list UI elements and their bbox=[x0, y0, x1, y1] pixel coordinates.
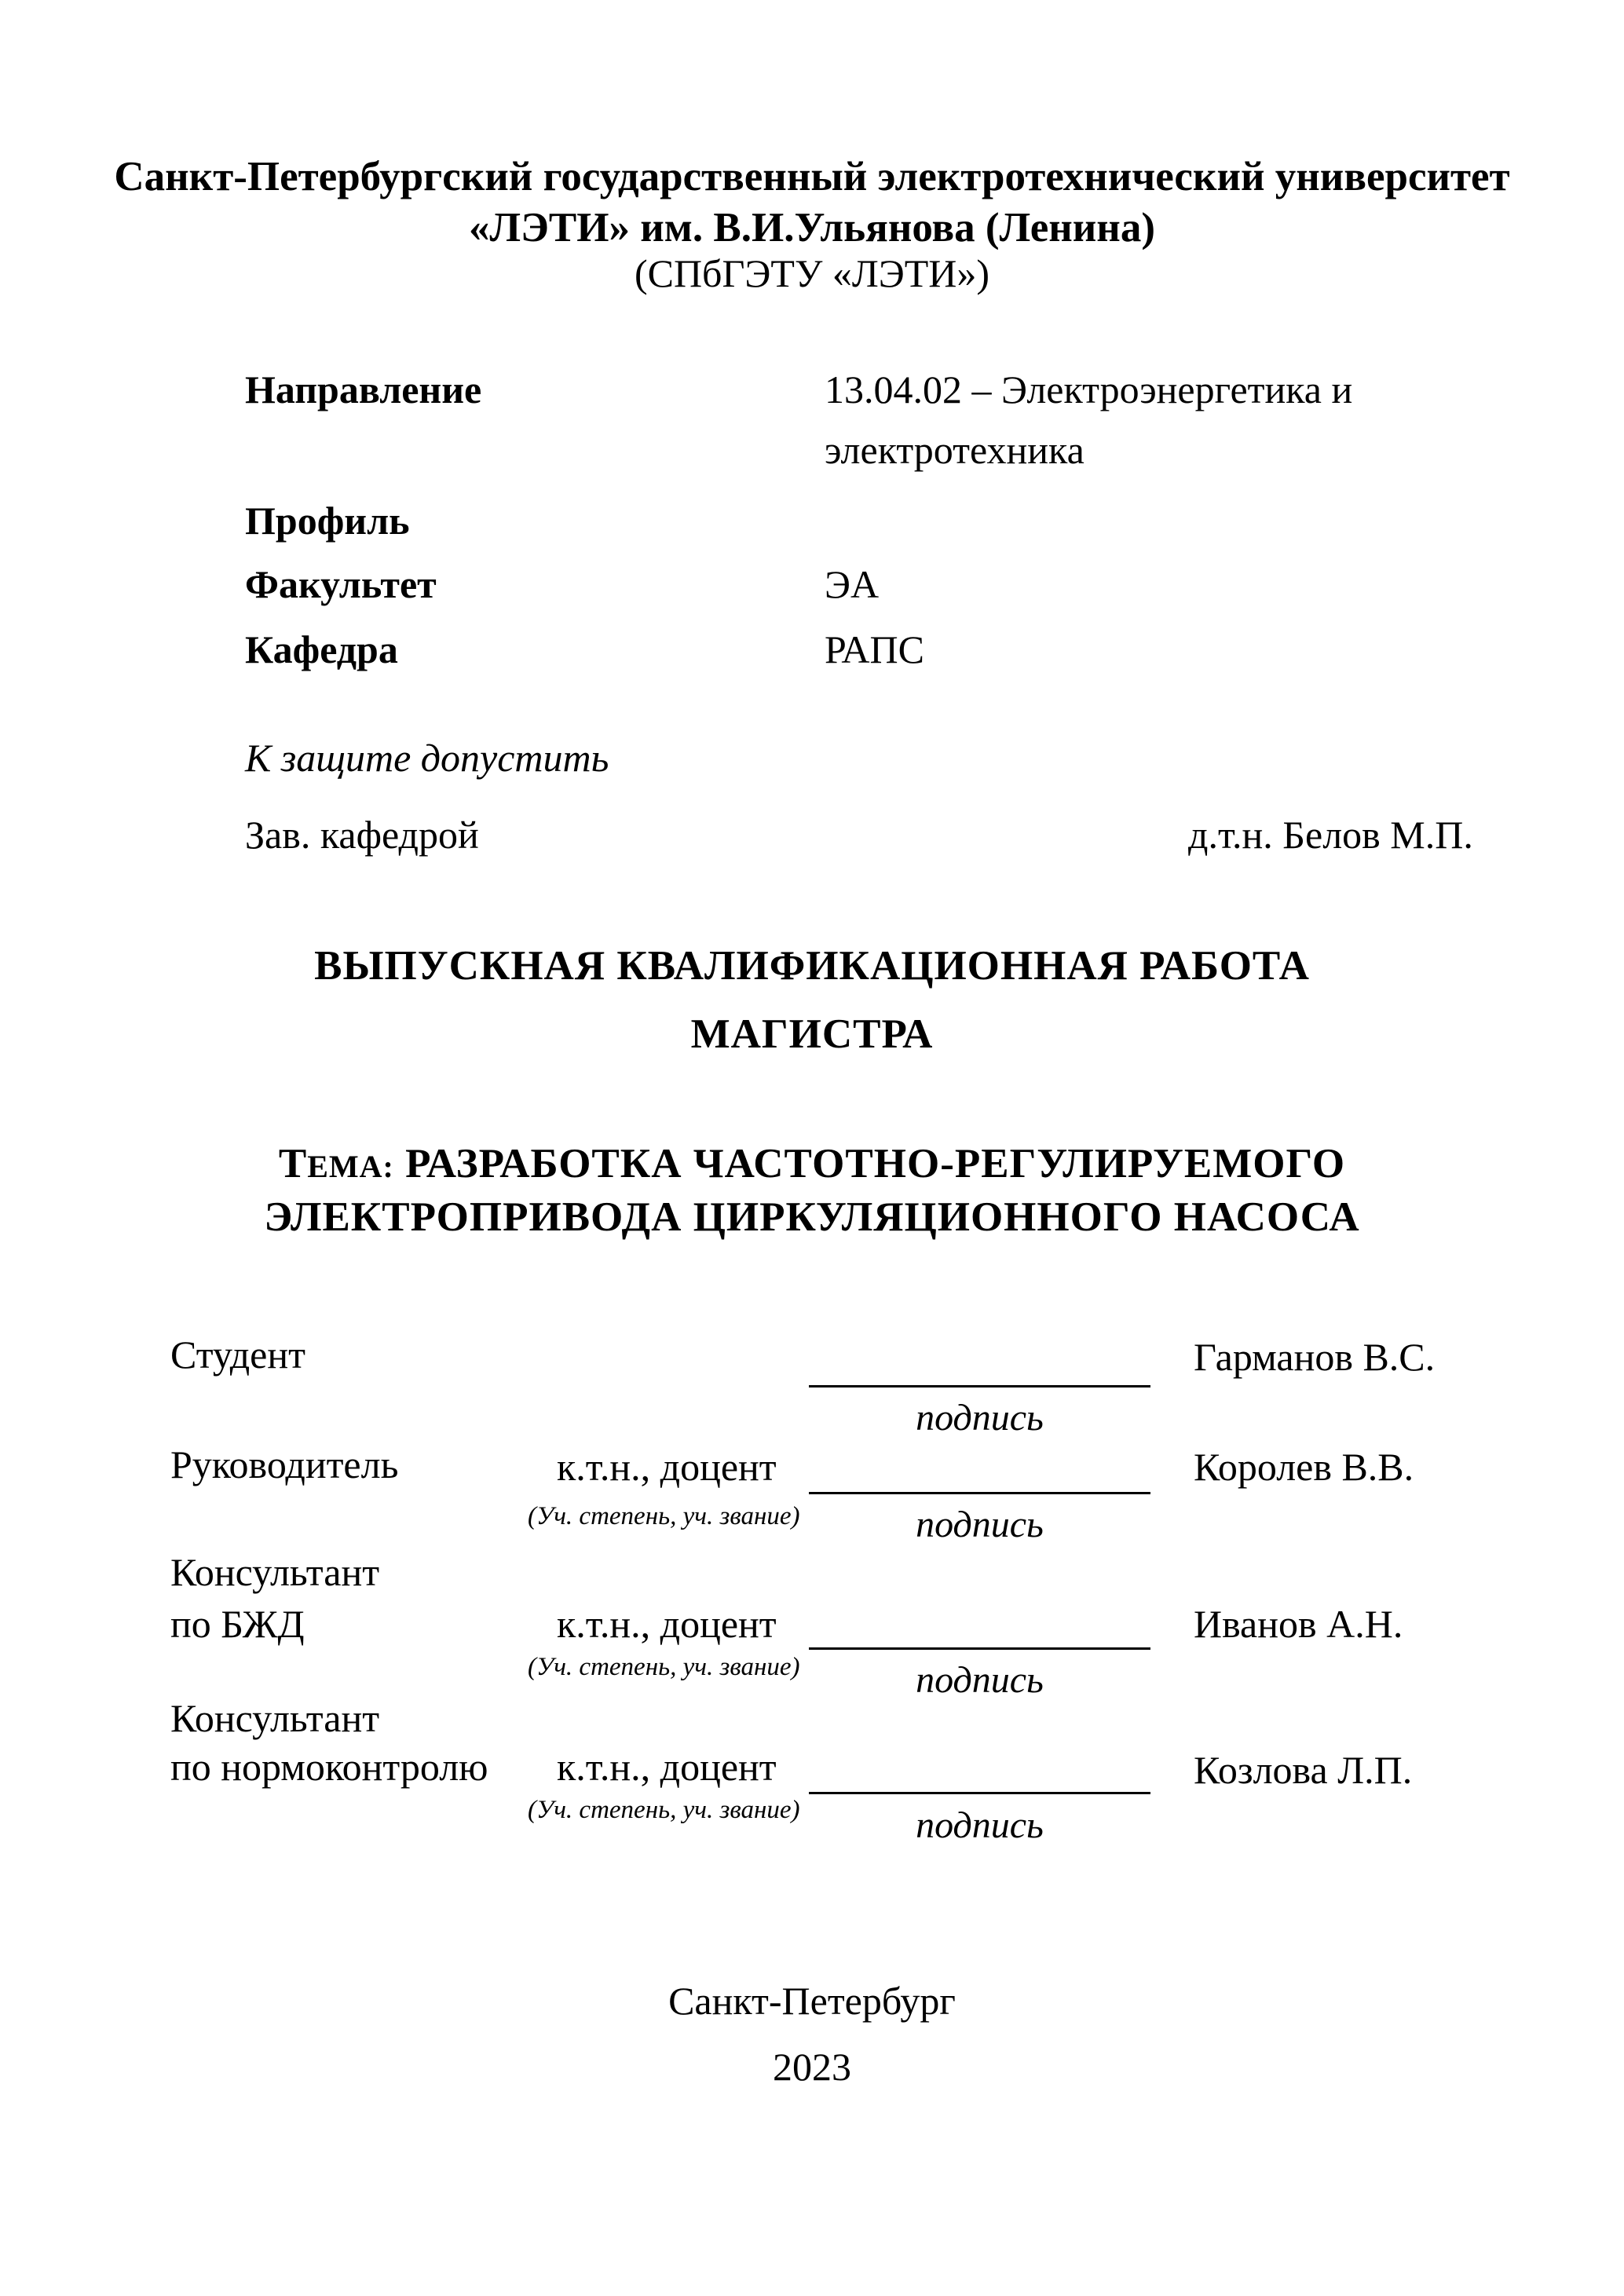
theme-line1-text: РАЗРАБОТКА ЧАСТОТНО-РЕГУЛИРУЕМОГО bbox=[393, 1141, 1346, 1186]
university-abbreviation: (СПбГЭТУ «ЛЭТИ») bbox=[634, 251, 990, 295]
direction-value-line1: 13.04.02 – Электроэнергетика и bbox=[825, 367, 1353, 411]
degree-caption: (Уч. степень, уч. звание) bbox=[528, 1653, 800, 1681]
department-value: РАПС bbox=[825, 627, 924, 671]
city: Санкт-Петербург bbox=[668, 1979, 956, 2023]
department-head-name: д.т.н. Белов М.П. bbox=[1188, 813, 1473, 857]
year: 2023 bbox=[773, 2045, 851, 2089]
consultant-norm-name: Козлова Л.П. bbox=[1194, 1748, 1413, 1792]
consultant-norm-degree: к.т.н., доцент bbox=[557, 1745, 777, 1789]
direction-label: Направление bbox=[245, 367, 482, 411]
work-title-line1: ВЫПУСКНАЯ КВАЛИФИКАЦИОННАЯ РАБОТА bbox=[314, 943, 1310, 989]
consultant-bjd-degree: к.т.н., доцент bbox=[557, 1602, 777, 1646]
signature-caption: подпись bbox=[916, 1504, 1044, 1545]
signature-line bbox=[809, 1792, 1150, 1794]
degree-caption: (Уч. степень, уч. звание) bbox=[528, 1502, 800, 1530]
theme-line1 bbox=[0, 1140, 1624, 1188]
student-role-label: Студент bbox=[170, 1333, 305, 1377]
degree-caption: (Уч. степень, уч. звание) bbox=[528, 1796, 800, 1824]
direction-value-line2: электротехника bbox=[825, 428, 1084, 472]
faculty-label: Факультет bbox=[245, 562, 437, 606]
signature-line bbox=[809, 1492, 1150, 1494]
signature-caption: подпись bbox=[916, 1397, 1044, 1439]
profile-label: Профиль bbox=[245, 499, 410, 543]
theme-line2: ЭЛЕКТРОПРИВОДА ЦИРКУЛЯЦИОННОГО НАСОСА bbox=[264, 1194, 1360, 1240]
supervisor-degree: к.т.н., доцент bbox=[557, 1445, 777, 1489]
theme-label-initial: Т bbox=[278, 1141, 308, 1186]
supervisor-role-label: Руководитель bbox=[170, 1442, 399, 1486]
department-head-label: Зав. кафедрой bbox=[245, 813, 479, 857]
signature-line bbox=[809, 1647, 1150, 1650]
theme-label-smallcaps: ЕМА: bbox=[307, 1149, 394, 1184]
consultant-norm-role-line2: по нормоконтролю bbox=[170, 1745, 488, 1789]
consultant-bjd-role-line2: по БЖД bbox=[170, 1602, 305, 1646]
work-title-line2: МАГИСТРА bbox=[690, 1011, 934, 1057]
student-name: Гарманов В.С. bbox=[1194, 1335, 1436, 1379]
university-name-line1: Санкт-Петербургский государственный электротехнический университет bbox=[114, 154, 1510, 199]
consultant-bjd-role-line1: Консультант bbox=[170, 1550, 380, 1594]
consultant-norm-role-line1: Консультант bbox=[170, 1696, 380, 1740]
university-name-line2: «ЛЭТИ» им. В.И.Ульянова (Ленина) bbox=[469, 205, 1155, 250]
department-label: Кафедра bbox=[245, 627, 398, 671]
signature-line bbox=[809, 1385, 1150, 1387]
admit-to-defense-line: К защите допустить bbox=[245, 736, 609, 780]
supervisor-name: Королев В.В. bbox=[1194, 1445, 1414, 1489]
signature-caption: подпись bbox=[916, 1804, 1044, 1846]
consultant-bjd-name: Иванов А.Н. bbox=[1194, 1602, 1403, 1646]
faculty-value: ЭА bbox=[825, 562, 880, 606]
signature-caption: подпись bbox=[916, 1659, 1044, 1701]
